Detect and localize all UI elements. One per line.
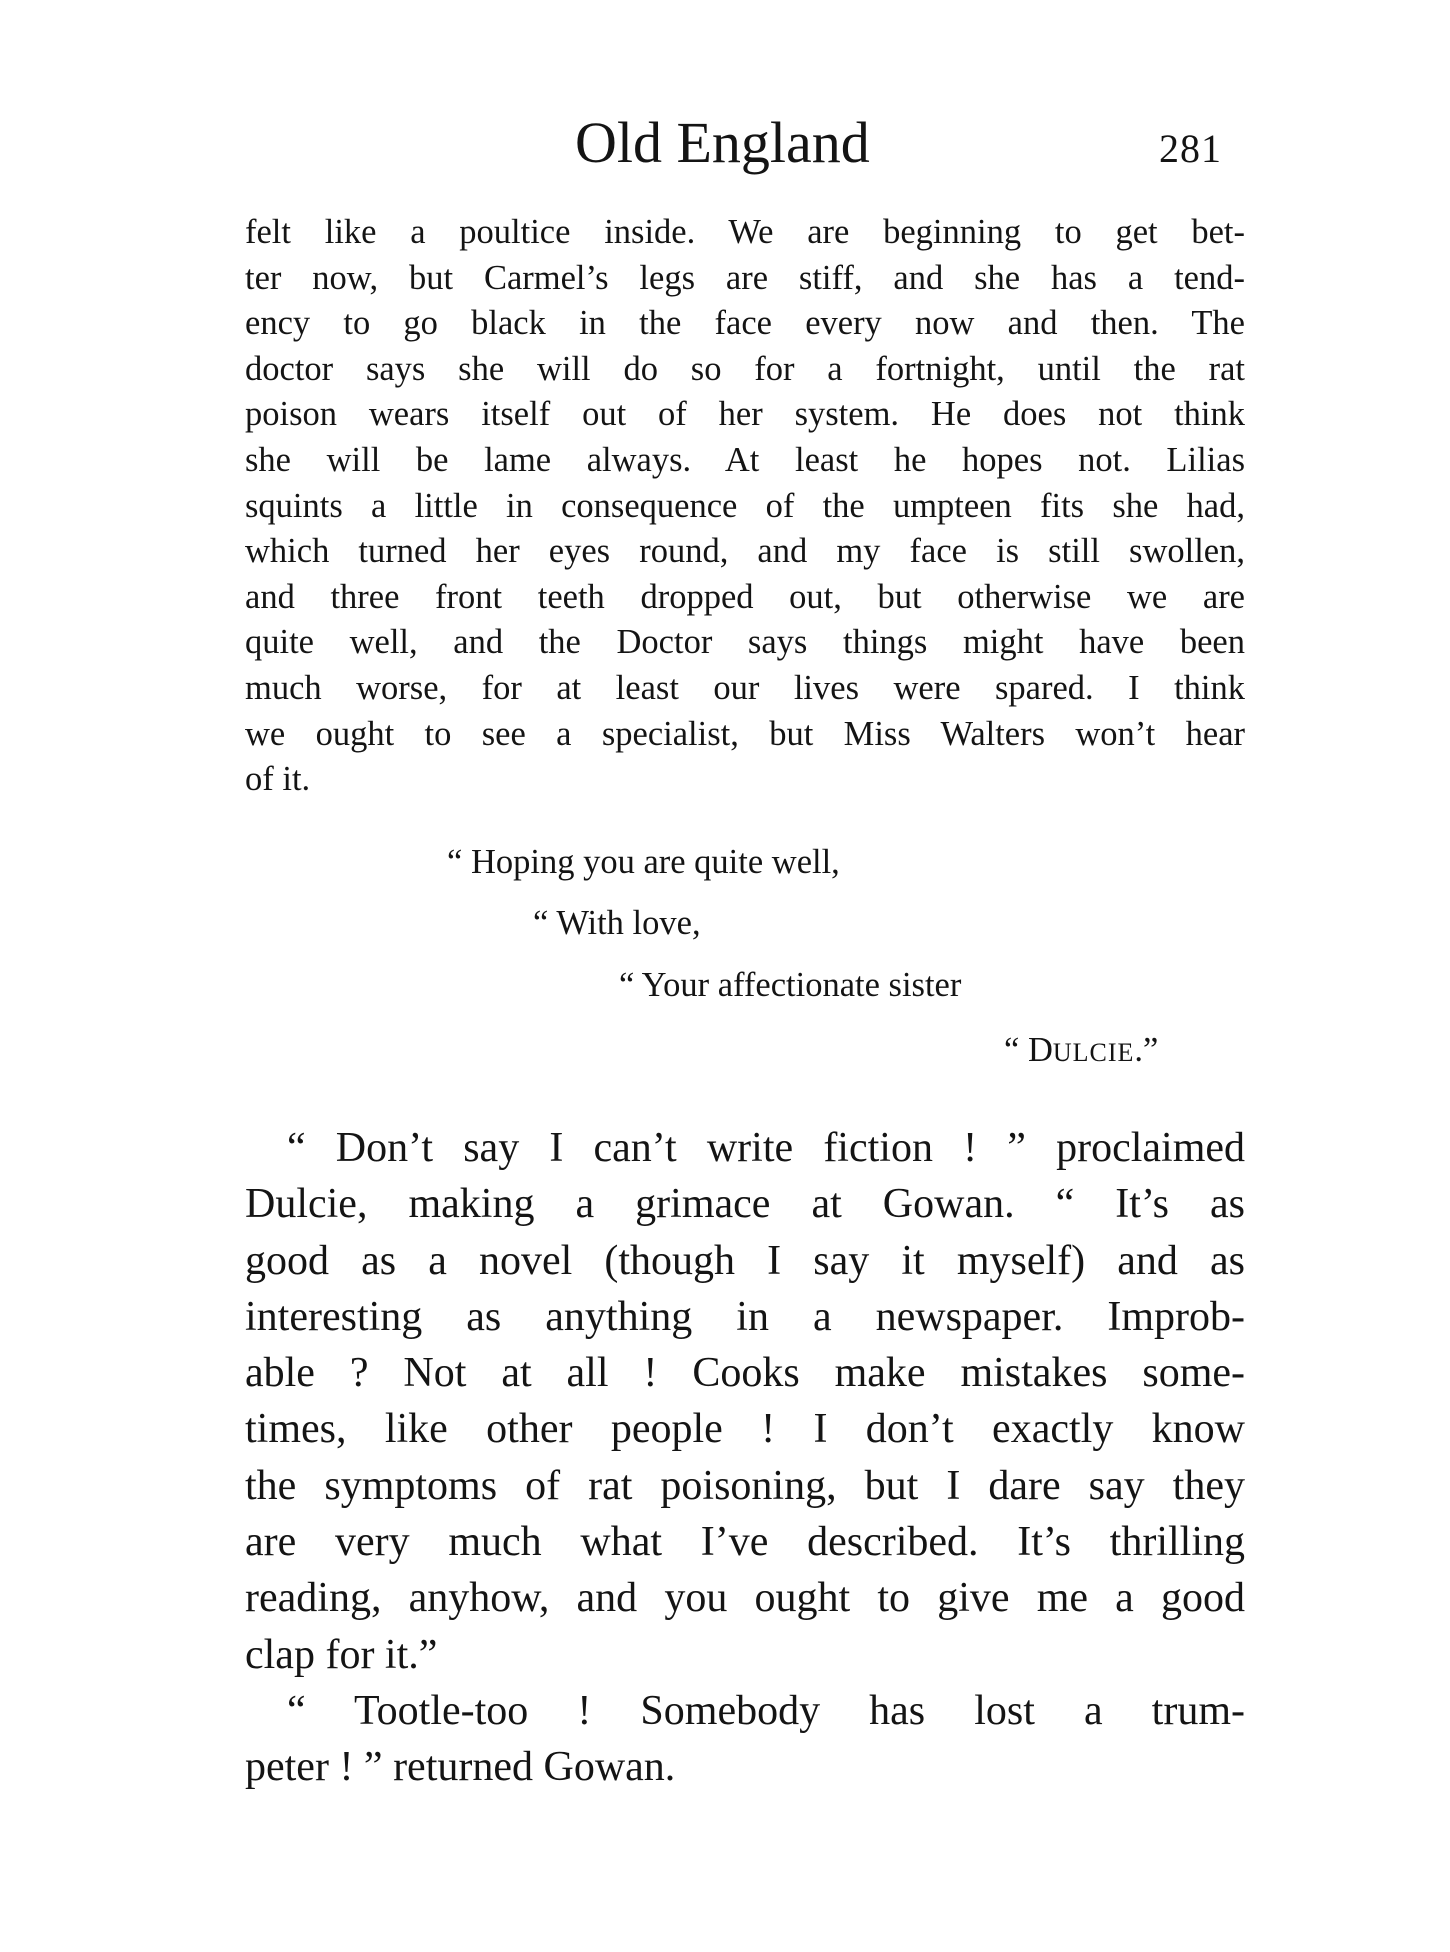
text-line: Dulcie, making a grimace at Gowan. “ It’s as: [245, 1181, 1245, 1228]
text-line: poison wears itself out of her system. He does not think: [245, 395, 1245, 434]
text-line: felt like a poultice inside. We are beginning to get bet-: [245, 213, 1245, 251]
signature-small-caps: ULCIE: [1052, 1038, 1135, 1067]
text-line: are very much what I’ve described. It’s thrilling: [245, 1519, 1245, 1566]
text-line: much worse, for at least our lives were spared. I think: [245, 668, 1245, 707]
text-line: doctor says she will do so for a fortnight, until the rat: [245, 349, 1245, 388]
text-line: and three front teeth dropped out, but otherwise we are: [245, 577, 1245, 616]
closing-line: “ With love,: [533, 904, 701, 942]
text-line: “ Tootle-too ! Somebody has lost a trum-: [287, 1687, 1245, 1734]
text-line: of it.: [245, 760, 311, 799]
text-line: the symptoms of rat poisoning, but I dare say they: [245, 1462, 1245, 1509]
closing-line: “ Hoping you are quite well,: [447, 843, 840, 881]
narrative-text: [245, 1120, 1245, 1796]
text-line: squints a little in consequence of the umpteen fits she had,: [245, 486, 1245, 525]
page-number: 281: [1159, 126, 1222, 171]
page-header: [0, 108, 1450, 188]
text-line: ency to go black in the face every now and then. The: [245, 304, 1245, 343]
text-line: ter now, but Carmel’s legs are stiff, and she has a tend-: [245, 258, 1245, 297]
text-line: good as a novel (though I say it myself) and as: [245, 1237, 1245, 1284]
text-line: clap for it.”: [245, 1631, 438, 1678]
running-title: Old England: [575, 110, 870, 175]
text-line: which turned her eyes round, and my face is still swollen,: [245, 532, 1245, 571]
text-line: times, like other people ! I don’t exactly know: [245, 1406, 1245, 1453]
text-line: she will be lame always. At least he hopes not. Lilias: [245, 440, 1245, 479]
text-line: quite well, and the Doctor says things might have been: [245, 623, 1245, 662]
text-line: peter ! ” returned Gowan.: [245, 1744, 676, 1791]
letter-body: [245, 210, 1245, 803]
closing-line: “ Your affectionate sister: [619, 966, 962, 1004]
text-line: interesting as anything in a newspaper. Improb-: [245, 1293, 1245, 1340]
signature-line: [1004, 1028, 1158, 1075]
signature: “ DULCIE.”: [1004, 1031, 1159, 1069]
text-line: able ? Not at all ! Cooks make mistakes some-: [245, 1350, 1245, 1397]
text-line: “ Don’t say I can’t write fiction ! ” proclaimed: [287, 1125, 1245, 1171]
text-line: we ought to see a specialist, but Miss Walters won’t hear: [245, 714, 1245, 753]
text-line: reading, anyhow, and you ought to give me a good: [245, 1575, 1245, 1622]
